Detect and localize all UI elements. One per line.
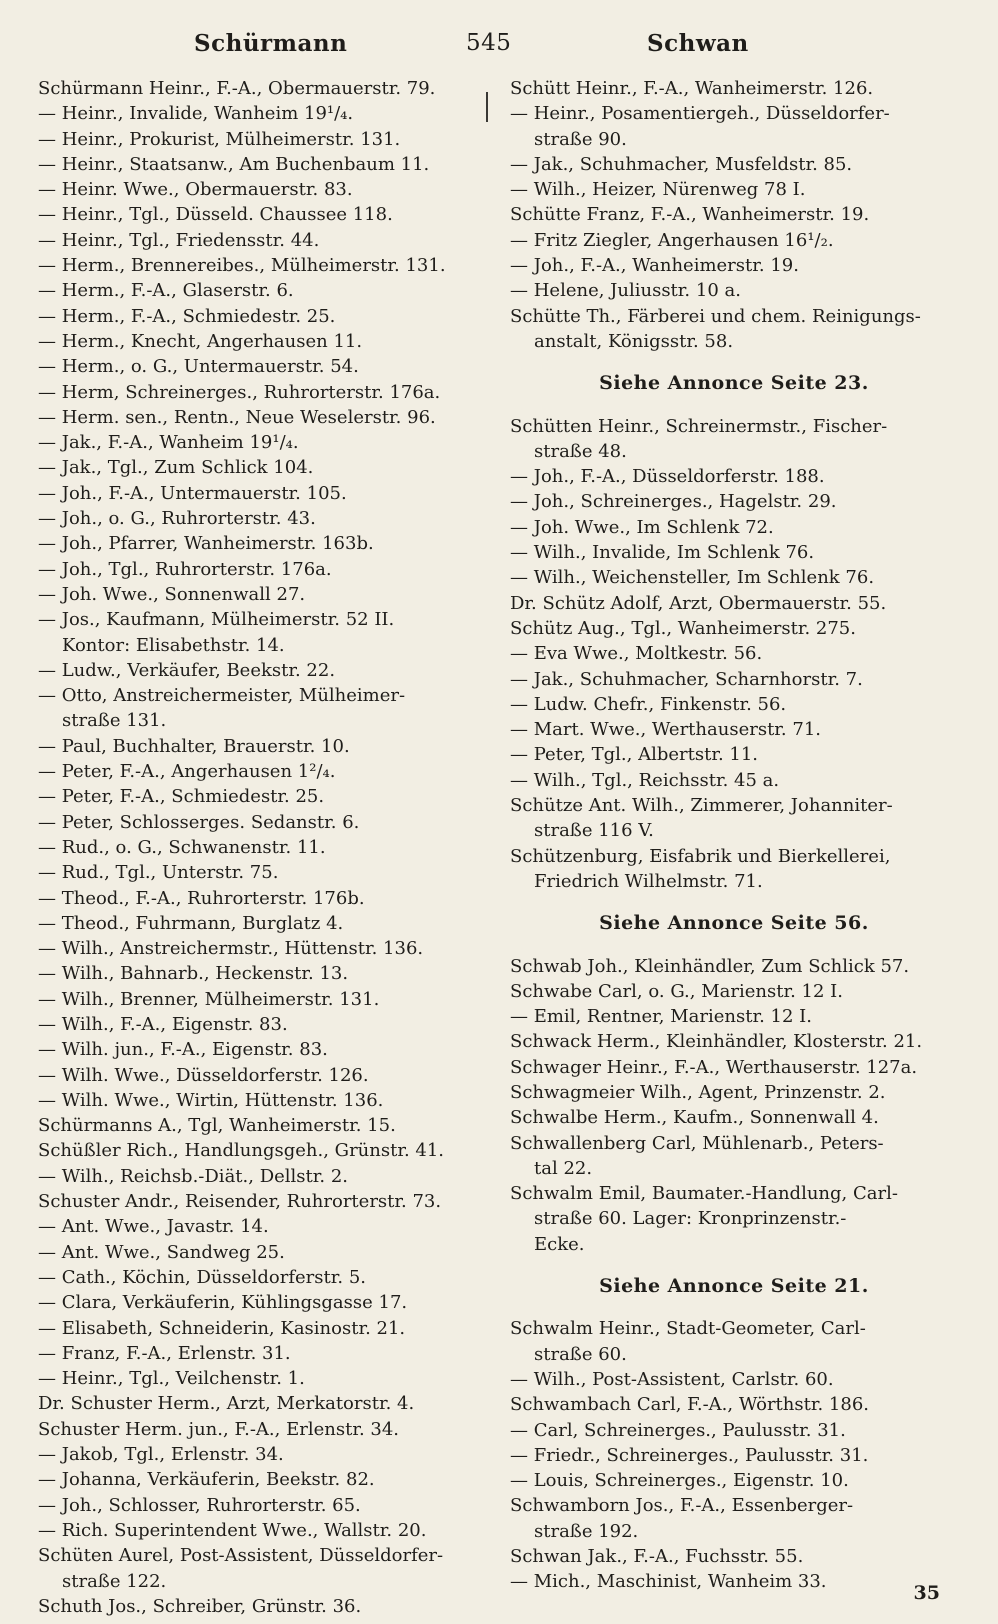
directory-entry: Schwan Jak., F.-A., Fuchsstr. 55. <box>510 1546 804 1568</box>
directory-entry: — Ludw. Chefr., Finkenstr. 56. <box>510 693 787 715</box>
right-column <box>510 76 958 1595</box>
directory-entry: Schüßler Rich., Handlungsgeh., Grünstr. 41. <box>38 1140 445 1162</box>
directory-entry: — Joh., F.-A., Wanheimerstr. 19. <box>510 255 799 277</box>
entry-continuation: Kontor: Elisabethstr. 14. <box>62 634 285 656</box>
directory-entry: — Rud., o. G., Schwanenstr. 11. <box>38 836 326 858</box>
directory-entry: — Johanna, Verkäuferin, Beekstr. 82. <box>38 1469 375 1491</box>
directory-entry: — Theod., F.-A., Ruhrorterstr. 176b. <box>38 887 365 909</box>
directory-entry: Schwab Joh., Kleinhändler, Zum Schlick 57. <box>510 955 910 977</box>
directory-entry: — Jak., F.-A., Wanheim 19¹/₄. <box>38 432 299 454</box>
directory-entry: — Wilh., Invalide, Im Schlenk 76. <box>510 542 815 564</box>
directory-entry: — Ludw., Verkäufer, Beekstr. 22. <box>38 659 336 681</box>
directory-entry: Schuster Andr., Reisender, Ruhrorterstr. 73. <box>38 1191 442 1213</box>
header-left-name: Schürmann <box>194 30 348 57</box>
directory-entry: — Herm, Schreinerges., Ruhrorterstr. 176a. <box>38 381 441 403</box>
left-column <box>38 76 493 1619</box>
directory-entry: Schwallenberg Carl, Mühlenarb., Peters- <box>510 1132 884 1154</box>
directory-entry: Schwagmeier Wilh., Agent, Prinzenstr. 2. <box>510 1081 886 1103</box>
directory-entry: — Franz, F.-A., Erlenstr. 31. <box>38 1342 291 1364</box>
entry-continuation: Friedrich Wilhelmstr. 71. <box>534 870 763 892</box>
directory-entry: Schütte Th., Färberei und chem. Reinigungs- <box>510 305 921 327</box>
directory-entry: — Eva Wwe., Moltkestr. 56. <box>510 643 763 665</box>
directory-entry: — Mart. Wwe., Werthauserstr. 71. <box>510 719 821 741</box>
directory-entry: — Heinr., Prokurist, Mülheimerstr. 131. <box>38 128 401 150</box>
directory-entry: — Joh., Schlosser, Ruhrorterstr. 65. <box>38 1494 361 1516</box>
entry-continuation: Ecke. <box>534 1233 585 1255</box>
directory-entry: — Joh., Schreinerges., Hagelstr. 29. <box>510 491 837 513</box>
directory-entry: — Theod., Fuhrmann, Burglatz 4. <box>38 912 344 934</box>
entry-continuation: tal 22. <box>534 1157 593 1179</box>
directory-entry: — Jakob, Tgl., Erlenstr. 34. <box>38 1444 284 1466</box>
sheet-signature: 35 <box>913 1582 940 1604</box>
directory-entry: — Joh. Wwe., Sonnenwall 27. <box>38 583 306 605</box>
directory-entry: Schwack Herm., Kleinhändler, Klosterstr. 21. <box>510 1031 923 1053</box>
directory-entry: Schütt Heinr., F.-A., Wanheimerstr. 126. <box>510 78 874 99</box>
directory-entry: — Heinr. Wwe., Obermauerstr. 83. <box>38 179 353 201</box>
directory-entry: Schützenburg, Eisfabrik und Bierkellerei, <box>510 845 891 867</box>
directory-entry: — Heinr., Tgl., Düsseld. Chaussee 118. <box>38 204 393 226</box>
directory-entry: — Ant. Wwe., Javastr. 14. <box>38 1216 269 1238</box>
directory-entry: — Wilh., Post-Assistent, Carlstr. 60. <box>510 1368 834 1390</box>
directory-entry: — Wilh., Weichensteller, Im Schlenk 76. <box>510 567 875 589</box>
directory-entry: — Herm., Knecht, Angerhausen 11. <box>38 330 363 352</box>
directory-entry: — Jos., Kaufmann, Mülheimerstr. 52 II. <box>38 609 395 631</box>
directory-entry: Schuster Herm. jun., F.-A., Erlenstr. 34. <box>38 1418 400 1440</box>
directory-entry: Schürmann Heinr., F.-A., Obermauerstr. 79. <box>38 78 436 99</box>
page-number: 545 <box>466 30 512 56</box>
directory-entry: — Wilh., Anstreichermstr., Hüttenstr. 136. <box>38 938 424 960</box>
directory-entry: — Joh., o. G., Ruhrorterstr. 43. <box>38 508 316 530</box>
directory-entry: — Paul, Buchhalter, Brauerstr. 10. <box>38 735 350 757</box>
directory-entry: — Wilh. Wwe., Wirtin, Hüttenstr. 136. <box>38 1089 384 1111</box>
directory-entry: Schürmanns A., Tgl, Wanheimerstr. 15. <box>38 1115 396 1137</box>
directory-entry: Schwambach Carl, F.-A., Wörthstr. 186. <box>510 1394 869 1416</box>
directory-entry: — Joh. Wwe., Im Schlenk 72. <box>510 516 774 538</box>
directory-entry: — Wilh., Bahnarb., Heckenstr. 13. <box>38 963 349 985</box>
directory-entry: — Louis, Schreinerges., Eigenstr. 10. <box>510 1470 849 1492</box>
entry-continuation: straße 48. <box>534 440 627 462</box>
directory-entry: — Joh., F.-A., Düsseldorferstr. 188. <box>510 466 825 488</box>
directory-entry: Schüten Aurel, Post-Assistent, Düsseldorfer- <box>38 1545 444 1567</box>
directory-entry: — Fritz Ziegler, Angerhausen 16¹/₂. <box>510 229 834 251</box>
entry-continuation: straße 60. <box>534 1343 627 1365</box>
directory-entry: — Wilh. Wwe., Düsseldorferstr. 126. <box>38 1064 369 1086</box>
directory-entry: — Rich. Superintendent Wwe., Wallstr. 20. <box>38 1519 427 1541</box>
directory-entry: — Wilh., Tgl., Reichsstr. 45 a. <box>510 769 780 791</box>
directory-entry: — Jak., Tgl., Zum Schlick 104. <box>38 457 314 479</box>
directory-entry: — Jak., Schuhmacher, Scharnhorstr. 7. <box>510 668 863 690</box>
directory-entry: Dr. Schütz Adolf, Arzt, Obermauerstr. 55. <box>510 592 887 614</box>
directory-entry: Schwabe Carl, o. G., Marienstr. 12 I. <box>510 980 843 1002</box>
entry-continuation: anstalt, Königsstr. 58. <box>534 330 734 352</box>
directory-entry: — Wilh., Heizer, Nürenweg 78 I. <box>510 179 806 201</box>
directory-entry: — Peter, Tgl., Albertstr. 11. <box>510 744 759 766</box>
entry-continuation: straße 122. <box>62 1570 167 1592</box>
directory-entry: — Cath., Köchin, Düsseldorferstr. 5. <box>38 1266 366 1288</box>
directory-entry: — Herm., F.-A., Glaserstr. 6. <box>38 280 294 302</box>
directory-entry: — Wilh., Brenner, Mülheimerstr. 131. <box>38 988 380 1010</box>
directory-entry: Schwalbe Herm., Kaufm., Sonnenwall 4. <box>510 1107 879 1129</box>
directory-entry: Schütten Heinr., Schreinermstr., Fischer- <box>510 415 888 437</box>
directory-entry: — Jak., Schuhmacher, Musfeldstr. 85. <box>510 153 853 175</box>
entry-continuation: straße 131. <box>62 710 167 732</box>
notice-line: Siehe Annonce Seite 23. <box>599 372 869 395</box>
directory-entry: — Herm., o. G., Untermauerstr. 54. <box>38 356 359 378</box>
directory-entry: Schwalm Emil, Baumater.-Handlung, Carl- <box>510 1183 898 1205</box>
directory-entry: — Friedr., Schreinerges., Paulusstr. 31. <box>510 1444 869 1466</box>
directory-entry: Schwalm Heinr., Stadt-Geometer, Carl- <box>510 1318 866 1340</box>
directory-entry: Schütte Franz, F.-A., Wanheimerstr. 19. <box>510 204 870 226</box>
directory-entry: — Herm., F.-A., Schmiedestr. 25. <box>38 305 336 327</box>
directory-entry: — Mich., Maschinist, Wanheim 33. <box>510 1571 827 1593</box>
directory-entry: — Elisabeth, Schneiderin, Kasinostr. 21. <box>38 1317 406 1339</box>
directory-entry: — Peter, F.-A., Angerhausen 1²/₄. <box>38 761 336 783</box>
directory-entry: — Carl, Schreinerges., Paulusstr. 31. <box>510 1419 846 1441</box>
directory-entry: — Joh., Tgl., Ruhrorterstr. 176a. <box>38 558 332 580</box>
directory-entry: — Wilh. jun., F.-A., Eigenstr. 83. <box>38 1039 328 1061</box>
entry-continuation: straße 116 V. <box>534 820 654 842</box>
entry-continuation: straße 90. <box>534 128 627 150</box>
directory-entry: — Heinr., Posamentiergeh., Düsseldorfer- <box>510 103 890 125</box>
directory-entry: — Ant. Wwe., Sandweg 25. <box>38 1241 285 1263</box>
directory-entry: — Wilh., F.-A., Eigenstr. 83. <box>38 1013 288 1035</box>
directory-entry: — Heinr., Invalide, Wanheim 19¹/₄. <box>38 103 354 125</box>
directory-entry: — Emil, Rentner, Marienstr. 12 I. <box>510 1006 813 1028</box>
notice-line: Siehe Annonce Seite 21. <box>599 1275 869 1298</box>
entry-continuation: straße 60. Lager: Kronprinzenstr.- <box>534 1208 847 1230</box>
directory-entry: Schwamborn Jos., F.-A., Essenberger- <box>510 1495 854 1517</box>
directory-entry: — Clara, Verkäuferin, Kühlingsgasse 17. <box>38 1292 408 1314</box>
directory-entry: — Helene, Juliusstr. 10 a. <box>510 280 741 302</box>
directory-entry: — Joh., F.-A., Untermauerstr. 105. <box>38 482 347 504</box>
directory-entry: Schuth Jos., Schreiber, Grünstr. 36. <box>38 1595 362 1617</box>
directory-entry: Schwager Heinr., F.-A., Werthauserstr. 127a. <box>510 1056 918 1078</box>
entry-continuation: straße 192. <box>534 1520 639 1542</box>
directory-entry: Schütze Ant. Wilh., Zimmerer, Johanniter- <box>510 795 893 817</box>
directory-entry: Dr. Schuster Herm., Arzt, Merkatorstr. 4. <box>38 1393 415 1415</box>
directory-entry: — Wilh., Reichsb.-Diät., Dellstr. 2. <box>38 1165 349 1187</box>
directory-entry: — Joh., Pfarrer, Wanheimerstr. 163b. <box>38 533 374 555</box>
directory-entry: — Rud., Tgl., Unterstr. 75. <box>38 862 279 884</box>
directory-entry: — Heinr., Tgl., Veilchenstr. 1. <box>38 1368 305 1390</box>
directory-entry: — Heinr., Tgl., Friedensstr. 44. <box>38 229 320 251</box>
directory-entry: — Peter, F.-A., Schmiedestr. 25. <box>38 786 325 808</box>
header-right-name: Schwan <box>647 30 749 57</box>
notice-line: Siehe Annonce Seite 56. <box>599 912 869 935</box>
directory-entry: — Peter, Schlosserges. Sedanstr. 6. <box>38 811 360 833</box>
directory-entry: Schütz Aug., Tgl., Wanheimerstr. 275. <box>510 617 856 639</box>
directory-entry: — Heinr., Staatsanw., Am Buchenbaum 11. <box>38 153 430 175</box>
directory-entry: — Herm., Brennereibes., Mülheimerstr. 131. <box>38 255 446 277</box>
directory-entry: — Otto, Anstreichermeister, Mülheimer- <box>38 685 406 707</box>
directory-entry: — Herm. sen., Rentn., Neue Weselerstr. 96. <box>38 406 436 428</box>
